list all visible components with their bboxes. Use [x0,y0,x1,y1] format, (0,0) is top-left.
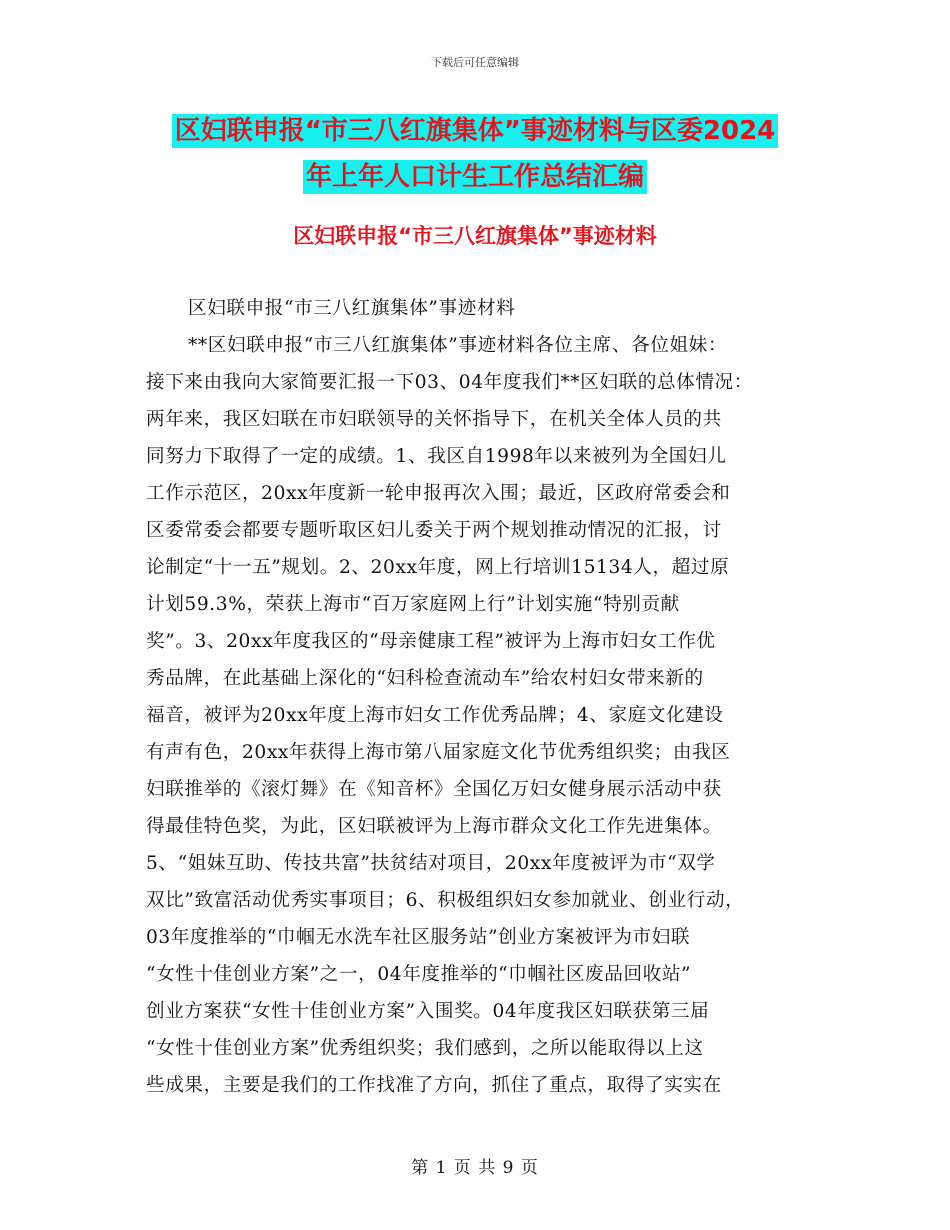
document-title-line-1: 区妇联申报“市三八红旗集体”事迹材料与区委2024 [172,114,779,148]
body-line: 5、“姐妹互助、传技共富”扶贫结对项目，20xx年度被评为市“双学 [146,853,716,874]
section-title: 区妇联申报“市三八红旗集体”事迹材料 [293,224,657,248]
body-line: 福音，被评为20xx年度上海市妇女工作优秀品牌；4、家庭文化建设 [146,705,724,726]
body-line: 有声有色，20xx年获得上海市第八届家庭文化节优秀组织奖；由我区 [146,742,731,763]
document-title-line-2: 年上年人口计生工作总结汇编 [303,160,647,194]
document-title [0,108,950,200]
body-line: 些成果，主要是我们的工作找准了方向，抓住了重点，取得了实实在 [146,1075,722,1096]
body-line: 计划59.3%，荣获上海市“百万家庭网上行”计划实施“特别贡献 [146,594,680,615]
body-line: 奖”。3、20xx年度我区的“母亲健康工程”被评为上海市妇女工作优 [146,631,716,652]
body-line: 工作示范区，20xx年度新一轮申报再次入围；最近，区政府常委会和 [146,483,731,504]
page-footer: 第 1 页 共 9 页 [411,1158,539,1178]
body-line: 妇联推举的《滚灯舞》在《知音杯》全国亿万妇女健身展示活动中获 [146,779,722,800]
body-line: 论制定“十一五”规划。2、20xx年度，网上行培训15134人，超过原 [146,557,730,578]
body-line: 两年来，我区妇联在市妇联领导的关怀指导下，在机关全体人员的共 [146,409,722,430]
body-line: **区妇联申报“市三八红旗集体”事迹材料各位主席、各位姐妹： [188,335,728,356]
body-line: 秀品牌，在此基础上深化的“妇科检查流动车”给农村妇女带来新的 [146,668,704,689]
body-line: 创业方案获“女性十佳创业方案”入围奖。04年度我区妇联获第三届 [146,1001,710,1022]
body-line: 03年度推举的“巾帼无水洗车社区服务站”创业方案被评为市妇联 [146,927,691,948]
body-line: 得最佳特色奖，为此，区妇联被评为上海市群众文化工作先进集体。 [146,816,722,837]
body-text [146,290,826,1104]
body-line: “女性十佳创业方案”之一，04年度推举的“巾帼社区废品回收站” [146,964,692,985]
body-line: 接下来由我向大家简要汇报一下03、04年度我们**区妇联的总体情况： [146,372,753,393]
body-line: 区委常委会都要专题听取区妇儿委关于两个规划推动情况的汇报，讨 [146,520,722,541]
body-line: 区妇联申报“市三八红旗集体”事迹材料 [188,298,516,319]
header-note: 下载后可任意编辑 [431,56,519,69]
body-line: 同努力下取得了一定的成绩。1、我区自1998年以来被列为全国妇儿 [146,446,727,467]
body-line: 双比”致富活动优秀实事项目；6、积极组织妇女参加就业、创业行动， [146,890,745,911]
body-line: “女性十佳创业方案”优秀组织奖；我们感到，之所以能取得以上这 [146,1038,704,1059]
